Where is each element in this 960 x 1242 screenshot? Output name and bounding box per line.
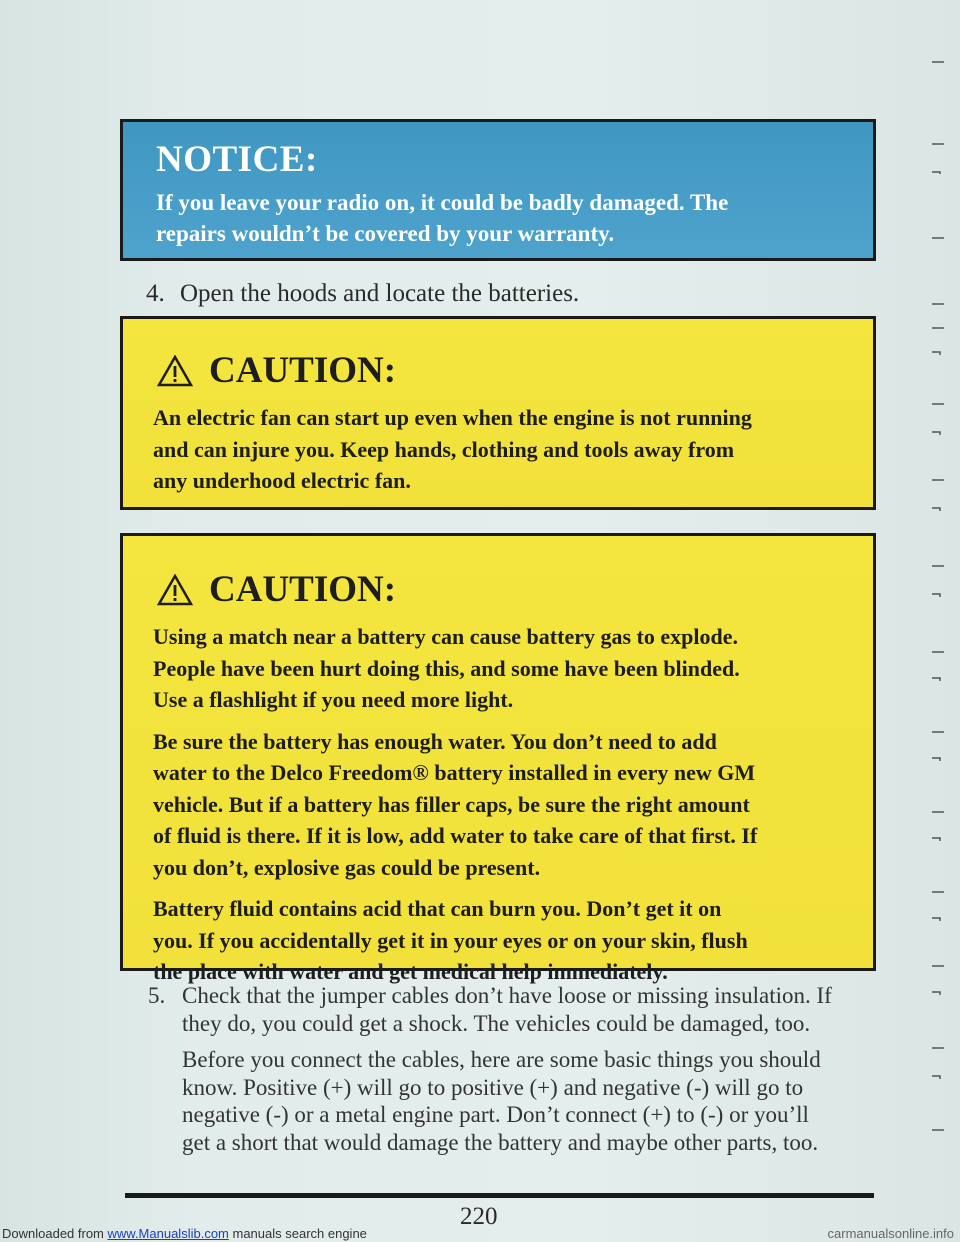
caution-paragraph-acid [153, 893, 843, 988]
caution-line: Using a match near a battery can cause battery gas to explode. [153, 624, 738, 649]
caution-paragraph-water [153, 726, 843, 884]
notice-line: repairs wouldn’t be covered by your warranty. [156, 221, 615, 246]
caution-line: the place with water and get medical help immediately. [153, 959, 668, 984]
caution-paragraph [153, 402, 843, 497]
caution-line: People have been hurt doing this, and some have been blinded. [153, 655, 740, 681]
notice-box [120, 119, 876, 261]
edge-tick-marks [918, 60, 960, 1200]
footer-rule [125, 1193, 874, 1198]
notice-body [156, 187, 873, 249]
watermark-prefix: Downloaded from [2, 1226, 108, 1241]
step-text: Check that the jumper cables don’t have loose or missing insulation. If [182, 983, 832, 1008]
paragraph-line: Before you connect the cables, here are some basic things you should [182, 1047, 821, 1072]
notice-line: If you leave your radio on, it could be badly damaged. The [156, 190, 729, 215]
step-number: 5. [148, 983, 166, 1008]
paragraph-line: know. Positive (+) will go to positive (+) and negative (-) will go to [182, 1074, 804, 1100]
caution-heading [153, 349, 873, 392]
caution-paragraph-match [153, 621, 843, 716]
caution-heading [153, 568, 873, 611]
step-number: 4. [146, 280, 165, 307]
notice-heading: NOTICE: [156, 139, 318, 180]
caution-line: Battery fluid contains acid that can burn you. Don’t get it on [153, 896, 722, 921]
caution-line: of fluid is there. If it is low, add water to take care of that first. If [153, 823, 758, 848]
site-watermark: carmanualsonline.info [827, 1226, 954, 1241]
step-5 [148, 982, 832, 1037]
caution-line: Use a flashlight if you need more light. [153, 687, 514, 712]
step-text: Open the hoods and locate the batteries. [180, 280, 580, 307]
warning-triangle-icon [157, 574, 193, 606]
step-text: they do, you could get a shock. The vehicles could be damaged, too. [182, 1010, 811, 1036]
caution-line: An electric fan can start up even when the engine is not running [153, 405, 752, 430]
caution-line: you don’t, explosive gas could be present. [153, 854, 541, 880]
caution-box-fan [120, 316, 876, 510]
caution-line: vehicle. But if a battery has filler caps, be sure the right amount [153, 791, 750, 817]
page-number: 220 [460, 1203, 498, 1230]
caution-heading-text: CAUTION: [209, 350, 397, 391]
caution-line: any underhood electric fan. [153, 468, 411, 493]
caution-box-battery [120, 533, 876, 984]
caution-heading-text: CAUTION: [209, 569, 397, 610]
caution-line: and can injure you. Keep hands, clothing and tools away from [153, 436, 735, 462]
manualslib-link[interactable]: www.Manualslib.com [107, 1226, 229, 1241]
warning-triangle-icon [157, 355, 193, 387]
caution-line: Be sure the battery has enough water. You don’t need to add [153, 728, 717, 754]
caution-line: you. If you accidentally get it in your eyes or on your skin, flush [153, 927, 748, 953]
cable-polarity-paragraph [182, 1046, 821, 1156]
watermark-suffix: manuals search engine [228, 1226, 367, 1241]
paragraph-line: negative (-) or a metal engine part. Don’t connect (+) to (-) or you’ll [182, 1102, 809, 1127]
caution-line: water to the Delco Freedom® battery installed in every new GM [153, 760, 756, 785]
download-watermark [2, 1226, 367, 1241]
step-5-first-line [148, 982, 832, 1010]
paragraph-line: get a short that would damage the battery and maybe other parts, too. [182, 1129, 819, 1155]
step-4 [146, 278, 579, 310]
